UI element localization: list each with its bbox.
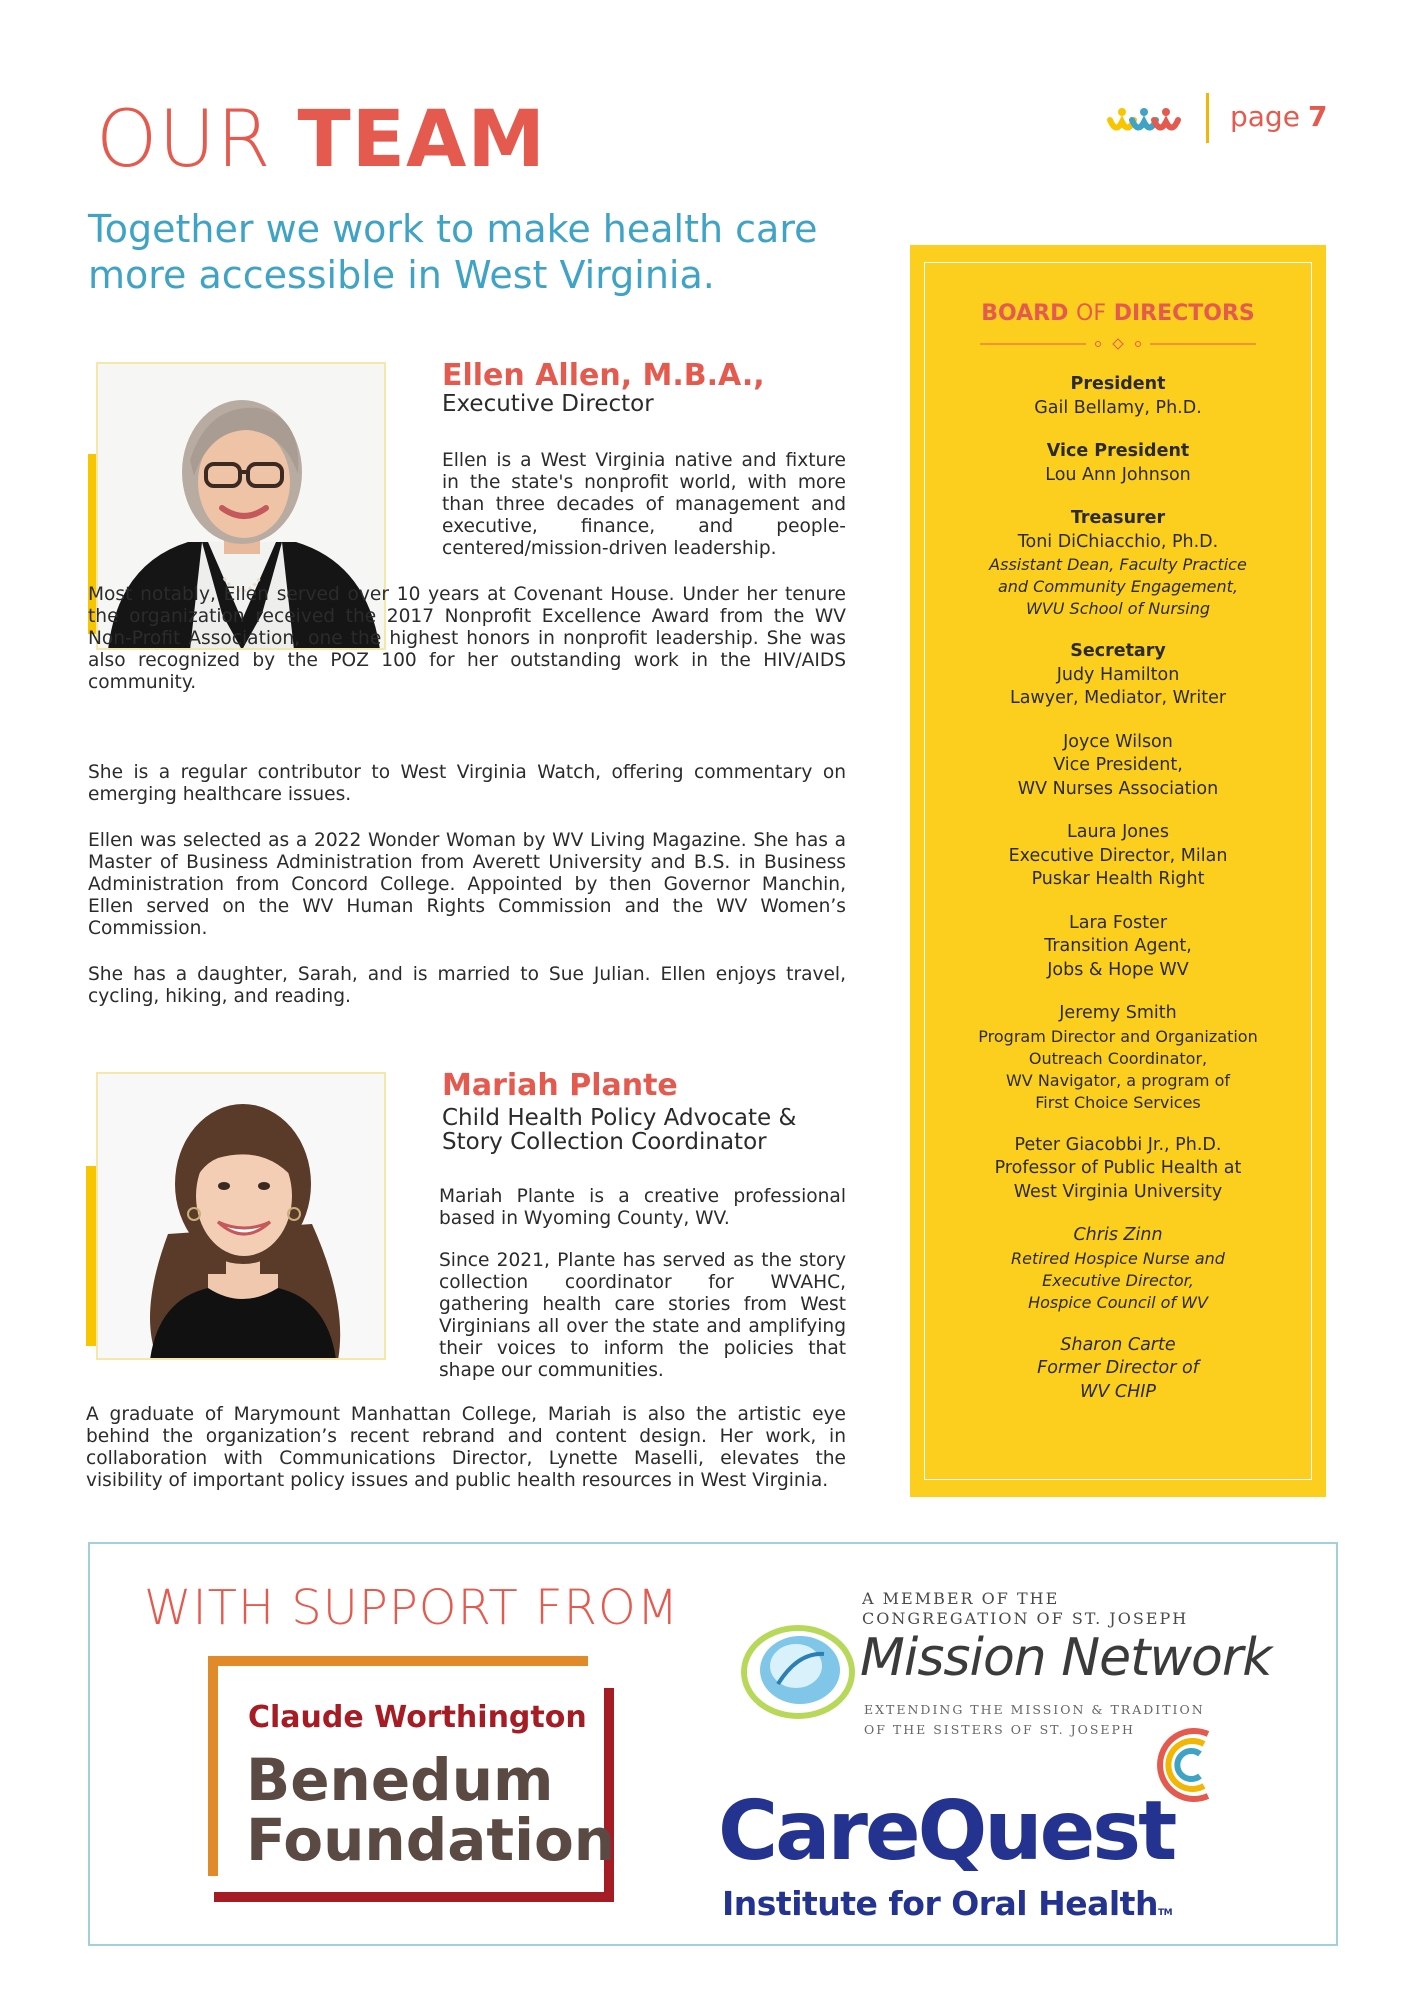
member-role: Vice President: [1046, 441, 1190, 461]
member-detail: Former Director of: [1037, 1358, 1199, 1378]
member-name: Judy Hamilton: [1056, 664, 1180, 685]
mariah-bio-paragraph-2: Since 2021, Plante has served as the story collection coordinator for WVAHC, gathering health care stories from West Virginians all over the state and amplifying their voices to inform the policies that shape our communities.: [439, 1250, 846, 1381]
carequest-subtitle: [722, 1884, 1172, 1923]
member-detail: WV Nurses Association: [1017, 778, 1219, 799]
ellen-bio-paragraph-2: [88, 584, 846, 694]
ellen-bio-paragraph-3: She is a regular contributor to West Virginia Watch, offering commentary on emerging healthcare issues.: [88, 762, 846, 805]
mission-tagline-1: EXTENDING THE MISSION & TRADITION: [864, 1702, 1205, 1717]
member-detail: Assistant Dean, Faculty Practice: [989, 555, 1247, 574]
member-detail: Retired Hospice Nurse and: [1011, 1248, 1225, 1268]
member-role: Treasurer: [1070, 508, 1166, 528]
mission-name: Mission Network: [860, 1628, 1272, 1688]
ellen-allen-role: Executive Director: [442, 391, 654, 417]
member-detail: Outreach Coordinator,: [1028, 1048, 1208, 1068]
board-member-secretary: [910, 640, 1326, 711]
member-detail: Vice President,: [1053, 755, 1183, 775]
member-detail: WV CHIP: [1080, 1381, 1156, 1402]
title-light: OUR: [96, 95, 272, 185]
member-detail: Lawyer, Mediator, Writer: [1009, 688, 1227, 708]
member-name: Peter Giacobbi Jr., Ph.D.: [1014, 1134, 1222, 1155]
benedum-foundation-logo: [208, 1656, 632, 1902]
mariah-plante-photo: [96, 1072, 386, 1360]
carequest-sub-text: Institute for Oral Health: [722, 1884, 1158, 1923]
board-member: [910, 912, 1326, 983]
mariah-plante-role-line-1: Child Health Policy Advocate &: [442, 1105, 797, 1131]
globe-icon: [738, 1622, 856, 1722]
board-title-word-1: BOARD: [981, 301, 1069, 326]
board-member: [910, 1002, 1326, 1114]
board-title: [910, 301, 1326, 326]
board-member-treasurer: [910, 507, 1326, 620]
member-name: Sharon Carte: [1060, 1334, 1176, 1355]
page-number: [1230, 100, 1327, 133]
member-detail: Professor of Public Health at: [994, 1158, 1242, 1178]
board-member-president: [910, 373, 1326, 420]
mission-tagline-2: OF THE SISTERS OF ST. JOSEPH: [864, 1722, 1135, 1737]
mariah-bio-paragraph-3: A graduate of Marymount Manhattan College, Mariah is also the artistic eye behind the organization’s recent rebrand and content design. Her work, in collaboration with Communications Director, Lynette Maselli, elevates the visibility of important policy issues and public health resources in West Virginia.: [86, 1404, 846, 1491]
ellen-bio-paragraph-1: Ellen is a West Virginia native and fixture in the state's nonprofit world, with more than three decades of management and executive, finance, and people-centered/mission-driven leadership.: [442, 450, 846, 559]
support-section: [88, 1542, 1338, 1946]
member-name: Jeremy Smith: [1059, 1003, 1177, 1023]
member-name: Lou Ann Johnson: [1045, 464, 1191, 485]
mariah-bio-paragraph-1: Mariah Plante is a creative professional based in Wyoming County, WV.: [439, 1186, 846, 1229]
ornament-divider-icon: [980, 337, 1256, 351]
mariah-plante-role-line-2: Story Collection Coordinator: [442, 1129, 767, 1155]
trademark-mark: TM: [1157, 1908, 1173, 1918]
member-detail: Jobs & Hope WV: [1047, 959, 1189, 980]
tagline: Together we work to make health care more accessible in West Virginia.: [88, 207, 818, 297]
benedum-line-1: Claude Worthington: [248, 1700, 587, 1735]
ellen-allen-name: Ellen Allen, M.B.A.,: [442, 358, 765, 393]
board-of-directors-panel: [910, 245, 1326, 1497]
page-title: [96, 96, 546, 184]
carequest-logo: [718, 1780, 1238, 1940]
board-title-word-3: DIRECTORS: [1113, 301, 1255, 326]
page-label: page: [1230, 100, 1300, 133]
ellen-bio-paragraph-4: Ellen was selected as a 2022 Wonder Woman by WV Living Magazine. She has a Master of Business Administration from Averett University and B.S. in Business Administration from Concord College. Appointed by then Governor Manchin, Ellen served on the WV Human Rights Commission and the WV Women’s Commission.: [88, 830, 846, 939]
member-name: Gail Bellamy, Ph.D.: [1034, 397, 1202, 418]
member-detail: WV Navigator, a program of: [1005, 1070, 1230, 1090]
title-bold: TEAM: [297, 95, 546, 185]
member-detail: and Community Engagement,: [997, 577, 1238, 596]
board-member: [910, 731, 1326, 802]
member-detail: Executive Director,: [1042, 1270, 1194, 1290]
benedum-line-3: Foundation: [246, 1806, 616, 1874]
board-member-vice-president: [910, 440, 1326, 487]
board-member: [910, 1334, 1326, 1405]
carequest-name: CareQuest: [718, 1784, 1175, 1879]
member-name: Toni DiChiacchio, Ph.D.: [1017, 531, 1219, 552]
ellen-bio-paragraph-2-text: Most notably, Ellen served over 10 years at Covenant House. Under her tenure the organization received the 2017 Nonprofit Excellence Award from the WV Non-Profit Association, one the highest honors in nonprofit leadership. She was also recognized by the POZ 100 for her outstanding work in the HIV/AIDS community.: [88, 584, 846, 693]
member-detail: Executive Director, Milan: [1008, 845, 1228, 866]
mission-line-2: CONGREGATION OF ST. JOSEPH: [862, 1609, 1189, 1628]
member-name: Lara Foster: [1068, 912, 1168, 933]
member-role: President: [1070, 374, 1166, 394]
board-member: [910, 1134, 1326, 1205]
board-title-word-2: OF: [1076, 301, 1107, 326]
member-detail: Hospice Council of WV: [1028, 1292, 1208, 1312]
mission-line-1: A MEMBER OF THE: [862, 1589, 1060, 1608]
header-divider: [1206, 93, 1209, 143]
board-member: [910, 821, 1326, 892]
member-detail: Program Director and Organization: [978, 1026, 1258, 1046]
member-name: Laura Jones: [1067, 822, 1169, 842]
member-detail: West Virginia University: [1013, 1181, 1223, 1202]
member-role: Secretary: [1070, 641, 1166, 661]
ellen-bio-paragraph-5: She has a daughter, Sarah, and is married to Sue Julian. Ellen enjoys travel, cycling, hiking, and reading.: [88, 964, 846, 1007]
benedum-line-2: Benedum: [246, 1746, 554, 1814]
member-name: Chris Zinn: [1073, 1225, 1163, 1245]
mission-network-logo: [738, 1584, 1272, 1744]
member-detail: WVU School of Nursing: [1025, 599, 1211, 618]
board-member-list: [910, 373, 1326, 1424]
member-name: Joyce Wilson: [1063, 731, 1173, 752]
member-detail: Puskar Health Right: [1031, 869, 1205, 889]
support-title: WITH SUPPORT FROM: [144, 1580, 680, 1636]
member-detail: Transition Agent,: [1044, 936, 1192, 956]
mariah-plante-name: Mariah Plante: [442, 1068, 678, 1103]
organization-logo-icon: [1106, 100, 1194, 144]
board-member: [910, 1224, 1326, 1314]
member-detail: First Choice Services: [1035, 1092, 1201, 1112]
page-number-value: 7: [1307, 100, 1328, 133]
